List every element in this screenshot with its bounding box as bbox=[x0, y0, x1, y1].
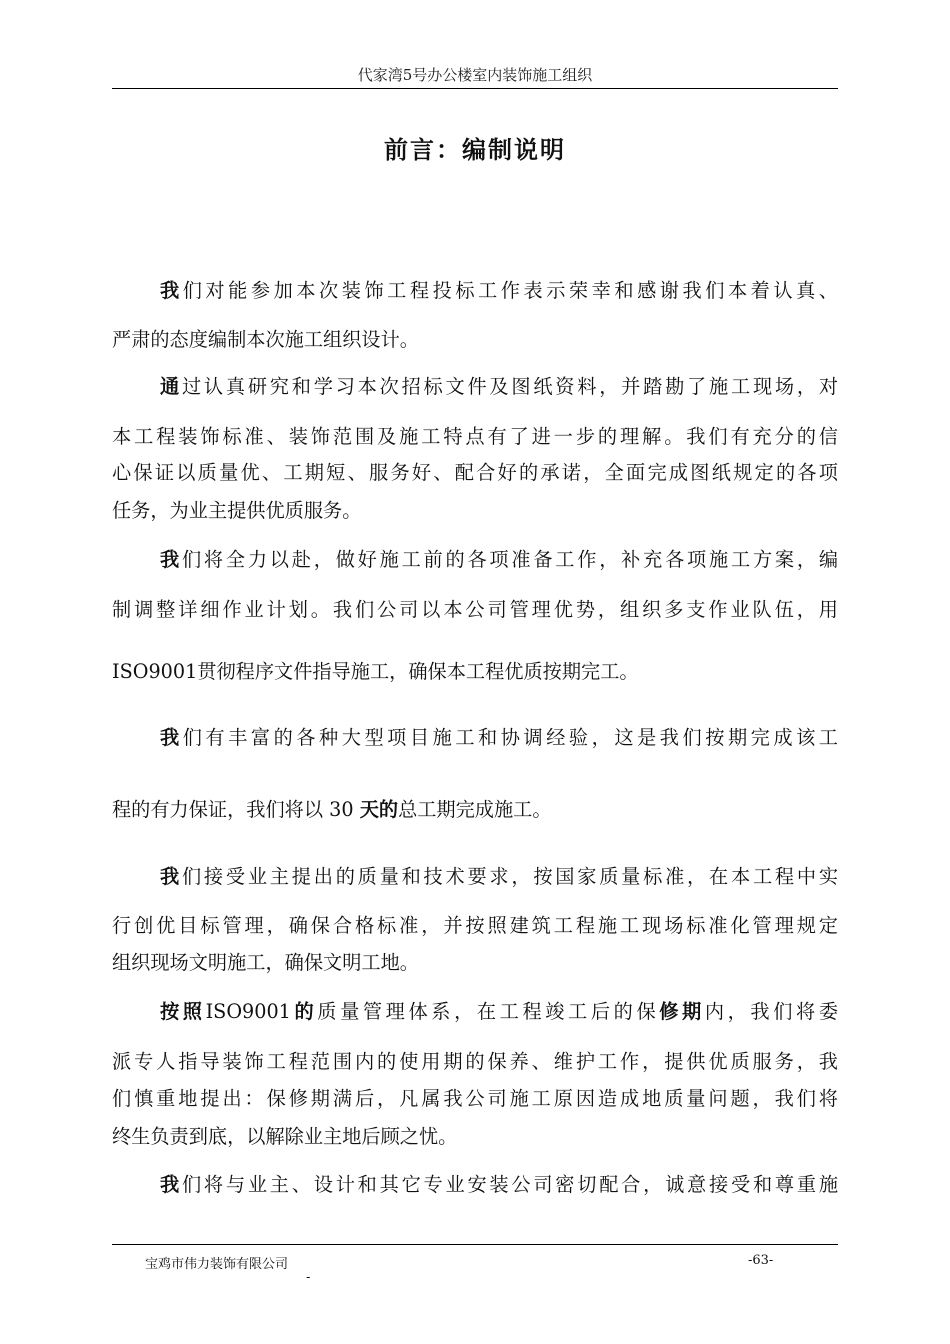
paragraph-lead: 我 bbox=[160, 1173, 182, 1196]
paragraph-line: 我们将全力以赴，做好施工前的各项准备工作，补充各项施工方案，编 bbox=[160, 548, 839, 571]
paragraph-line: 程的有力保证，我们将以 30 天的总工期完成施工。 bbox=[112, 798, 552, 821]
page-header-title: 代家湾5号办公楼室内装饰施工组织 bbox=[357, 66, 593, 84]
paragraph-line: 我们有丰富的各种大型项目施工和协调经验，这是我们按期完成该工 bbox=[160, 726, 838, 749]
paragraph-line: 我们对能参加本次装饰工程投标工作表示荣幸和感谢我们本着认真、 bbox=[160, 279, 838, 302]
paragraph-lead: 我 bbox=[160, 548, 182, 571]
paragraph-line: 本工程装饰标准、装饰范围及施工特点有了进一步的理解。我们有充分的信 bbox=[112, 425, 838, 448]
paragraph-line: ISO9001贯彻程序文件指导施工，确保本工程优质按期完工。 bbox=[112, 660, 639, 683]
paragraph-line: 我们将与业主、设计和其它专业安装公司密切配合，诚意接受和尊重施 bbox=[160, 1173, 839, 1196]
paragraph-lead: 通 bbox=[160, 375, 182, 398]
paragraph-lead: 我 bbox=[160, 279, 183, 302]
paragraph-line: 通过认真研究和学习本次招标文件及图纸资料，并踏勘了施工现场，对 bbox=[160, 375, 839, 398]
paragraph-line: 派专人指导装饰工程范围内的使用期的保养、维护工作，提供优质服务，我 bbox=[112, 1050, 838, 1073]
paragraph-lead: 我 bbox=[160, 865, 182, 888]
paragraph-line: 任务，为业主提供优质服务。 bbox=[112, 499, 362, 522]
paragraph-line: 严肃的态度编制本次施工组织设计。 bbox=[112, 328, 419, 351]
header-rule bbox=[112, 88, 838, 89]
footer-mark: - bbox=[306, 1270, 311, 1285]
paragraph-line: 组织现场文明施工，确保文明工地。 bbox=[112, 951, 419, 974]
document-title: 前言：编制说明 bbox=[384, 135, 566, 164]
footer-company: 宝鸡市伟力装饰有限公司 bbox=[145, 1257, 289, 1272]
paragraph-line: 心保证以质量优、工期短、服务好、配合好的承诺，全面完成图纸规定的各项 bbox=[112, 461, 838, 484]
paragraph-line: 终生负责到底，以解除业主地后顾之忧。 bbox=[112, 1125, 458, 1148]
paragraph-lead: 按照 bbox=[160, 1000, 206, 1023]
paragraph-line: 按照ISO9001的质量管理体系，在工程竣工后的保修期内，我们将委 bbox=[160, 1000, 839, 1023]
paragraph-line: 制调整详细作业计划。我们公司以本公司管理优势，组织多支作业队伍，用 bbox=[112, 598, 838, 621]
paragraph-line: 们慎重地提出：保修期满后，凡属我公司施工原因造成地质量问题，我们将 bbox=[112, 1087, 838, 1110]
footer-rule bbox=[112, 1244, 838, 1245]
paragraph-lead: 我 bbox=[160, 726, 183, 749]
paragraph-line: 行创优目标管理，确保合格标准，并按照建筑工程施工现场标准化管理规定 bbox=[112, 914, 838, 937]
paragraph-line: 我们接受业主提出的质量和技术要求，按国家质量标准，在本工程中实 bbox=[160, 865, 839, 888]
footer-page-number: -63- bbox=[748, 1253, 774, 1268]
